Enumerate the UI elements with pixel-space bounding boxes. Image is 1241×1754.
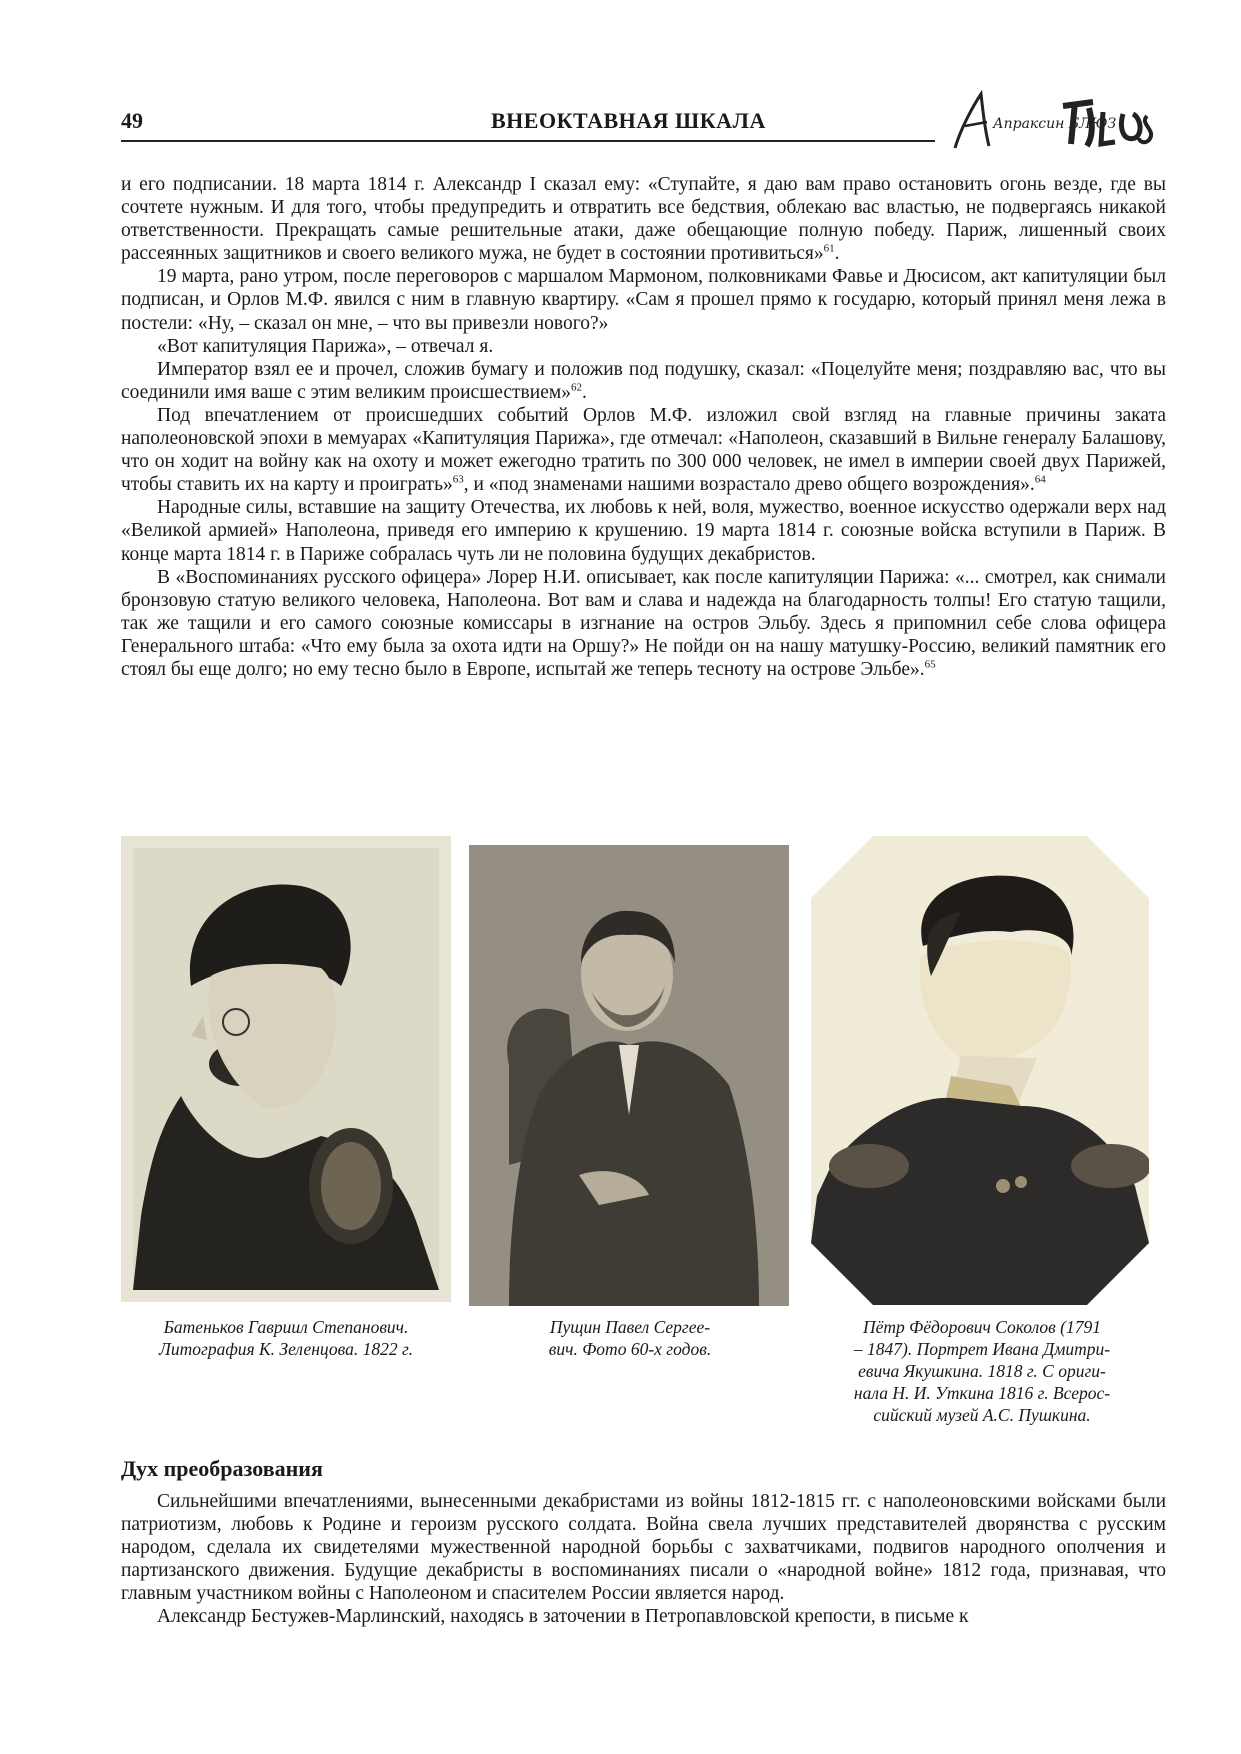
paragraph: В «Воспоминаниях русского офицера» Лорер Н.И. описывает, как после капитуляции Парижа: «... смотрел, как снимали бронзовую статую великого человека, Наполеона. Вот вам и слава и надежда на благодарность толпы! Его статую тащили, так же тащили и его самого союзные комиссары в изгнание на остров Эльбу. Здесь я припомнил себе слова офицера Генерального штаба: «Что ему была за охота идти на Оршу?» Не пойди он на нашу матушку-Россию, великий памятник его стоял бы еще долго; но ему тесно было в Европе, испытай же теперь тесноту на острове Эльбе».$^{65}$: [121, 566, 1166, 680]
portrait-pushchin-image: [469, 845, 789, 1306]
footnote-ref: 63: [452, 473, 464, 486]
footnote-ref: 61: [823, 242, 835, 255]
caption-line: – 1847). Портрет Ивана Дмитри-: [853, 1339, 1111, 1359]
header-rule: [121, 140, 935, 142]
portrait-yakushkin-image: [811, 836, 1149, 1305]
figure-caption: [520, 1316, 740, 1360]
caption-line: сийский музей А.С. Пушкина.: [873, 1405, 1091, 1425]
paragraph: Император взял ее и прочел, сложив бумагу и положив под подушку, сказал: «Поцелуйте меня; поздравляю вас, что вы соединили имя ваше с этим великим происшествием»$^{62}$.: [121, 358, 1166, 403]
figure-caption: [820, 1316, 1144, 1426]
section-heading: Дух преобразования: [121, 1456, 323, 1481]
paragraph: 19 марта, рано утром, после переговоров с маршалом Мармоном, полковниками Фавье и Дюсисом, акт капитуляции был подписан, и Орлов М.Ф. явился с ним в главную квартиру. «Сам я прошел прямо к государю, который принял меня лежа в постели: «Ну, – сказал он мне, – что вы привезли нового?»: [121, 266, 1166, 334]
caption-line: Литография К. Зеленцова. 1822 г.: [159, 1339, 413, 1359]
caption-line: нала Н. И. Уткина 1816 г. Всерос-: [853, 1383, 1111, 1403]
paragraph: «Вот капитуляция Парижа», – отвечал я.: [157, 335, 494, 357]
paragraph: Под впечатлением от происшедших событий Орлов М.Ф. изложил свой взгляд на главные причины заката наполеоновской эпохи в мемуарах «Капитуляция Парижа», где отмечал: «Наполеон, сказавший в Вильне генералу Балашову, что он ходит на войну как на охоту и может ежегодно тратить по 300 000 человек, не имел в империи своей двух Парижей, чтобы ставить их на карту и проиграть»$^{63}$, и «под знаменами нашими возрастало древо общего возрождения».$^{64}$: [121, 404, 1166, 496]
caption-line: Пущин Павел Сергее-: [549, 1317, 711, 1337]
page-number: 49: [121, 108, 143, 133]
footnote-ref: 65: [924, 658, 936, 671]
caption-line: Пётр Фёдорович Соколов (1791: [863, 1317, 1101, 1337]
paragraph: Народные силы, вставшие на защиту Отечества, их любовь к ней, воля, мужество, военное искусство одержали верх над «Великой армией» Наполеона, приведя его империю к крушению. 19 марта 1814 г. союзные войска вступили в Париж. В конце марта 1814 г. в Париже собралась чуть ли не половина будущих декабристов.: [121, 497, 1166, 565]
footnote-ref: 62: [570, 381, 582, 394]
caption-line: вич. Фото 60-х годов.: [548, 1339, 712, 1359]
figure-caption: [121, 1316, 451, 1360]
magazine-logo: [943, 88, 1173, 158]
section-body: [121, 1490, 1166, 1629]
footnote-ref: 64: [1034, 473, 1046, 486]
paragraph: Александр Бестужев-Марлинский, находясь в заточении в Петропавловской крепости, в письме к: [157, 1606, 969, 1628]
article-body: [121, 173, 1166, 681]
logo-text: Апраксин БЛЮЗ: [993, 116, 1117, 132]
caption-line: Батеньков Гавриил Степанович.: [163, 1317, 409, 1337]
page-header: [121, 100, 1171, 150]
paragraph: Сильнейшими впечатлениями, вынесенными декабристами из войны 1812-1815 гг. с наполеоновскими войсками были патриотизм, любовь к Родине и героизм русского солдата. Война свела лучших представителей дворянства с русским народом, сделала их свидетелями мужественной народной борьбы с захватчиками, подвигов народного ополчения и партизанского движения. Будущие декабристы в воспоминаниях писали о «народной войне» 1812 года, признавая, что главным участником войны с Наполеоном и спасителем России является народ.: [121, 1491, 1166, 1605]
paragraph: и его подписании. 18 марта 1814 г. Александр I сказал ему: «Ступайте, я даю вам право остановить огонь везде, где вы сочтете нужным. И для того, чтобы предупредить и отвратить все бедствия, облекаю вас властью, не подвергаясь никакой ответственности. Прекращать самые решительные атаки, даже обещающие полную победу. Париж, лишенный своих рассеянных защитников и своего великого мужа, не будет в состоянии противиться»$^{61}$.: [121, 174, 1166, 265]
running-title: ВНЕОКТАВНАЯ ШКАЛА: [491, 108, 766, 133]
portrait-batenkov-image: [121, 836, 451, 1302]
caption-line: евича Якушкина. 1818 г. С ориги-: [858, 1361, 1106, 1381]
